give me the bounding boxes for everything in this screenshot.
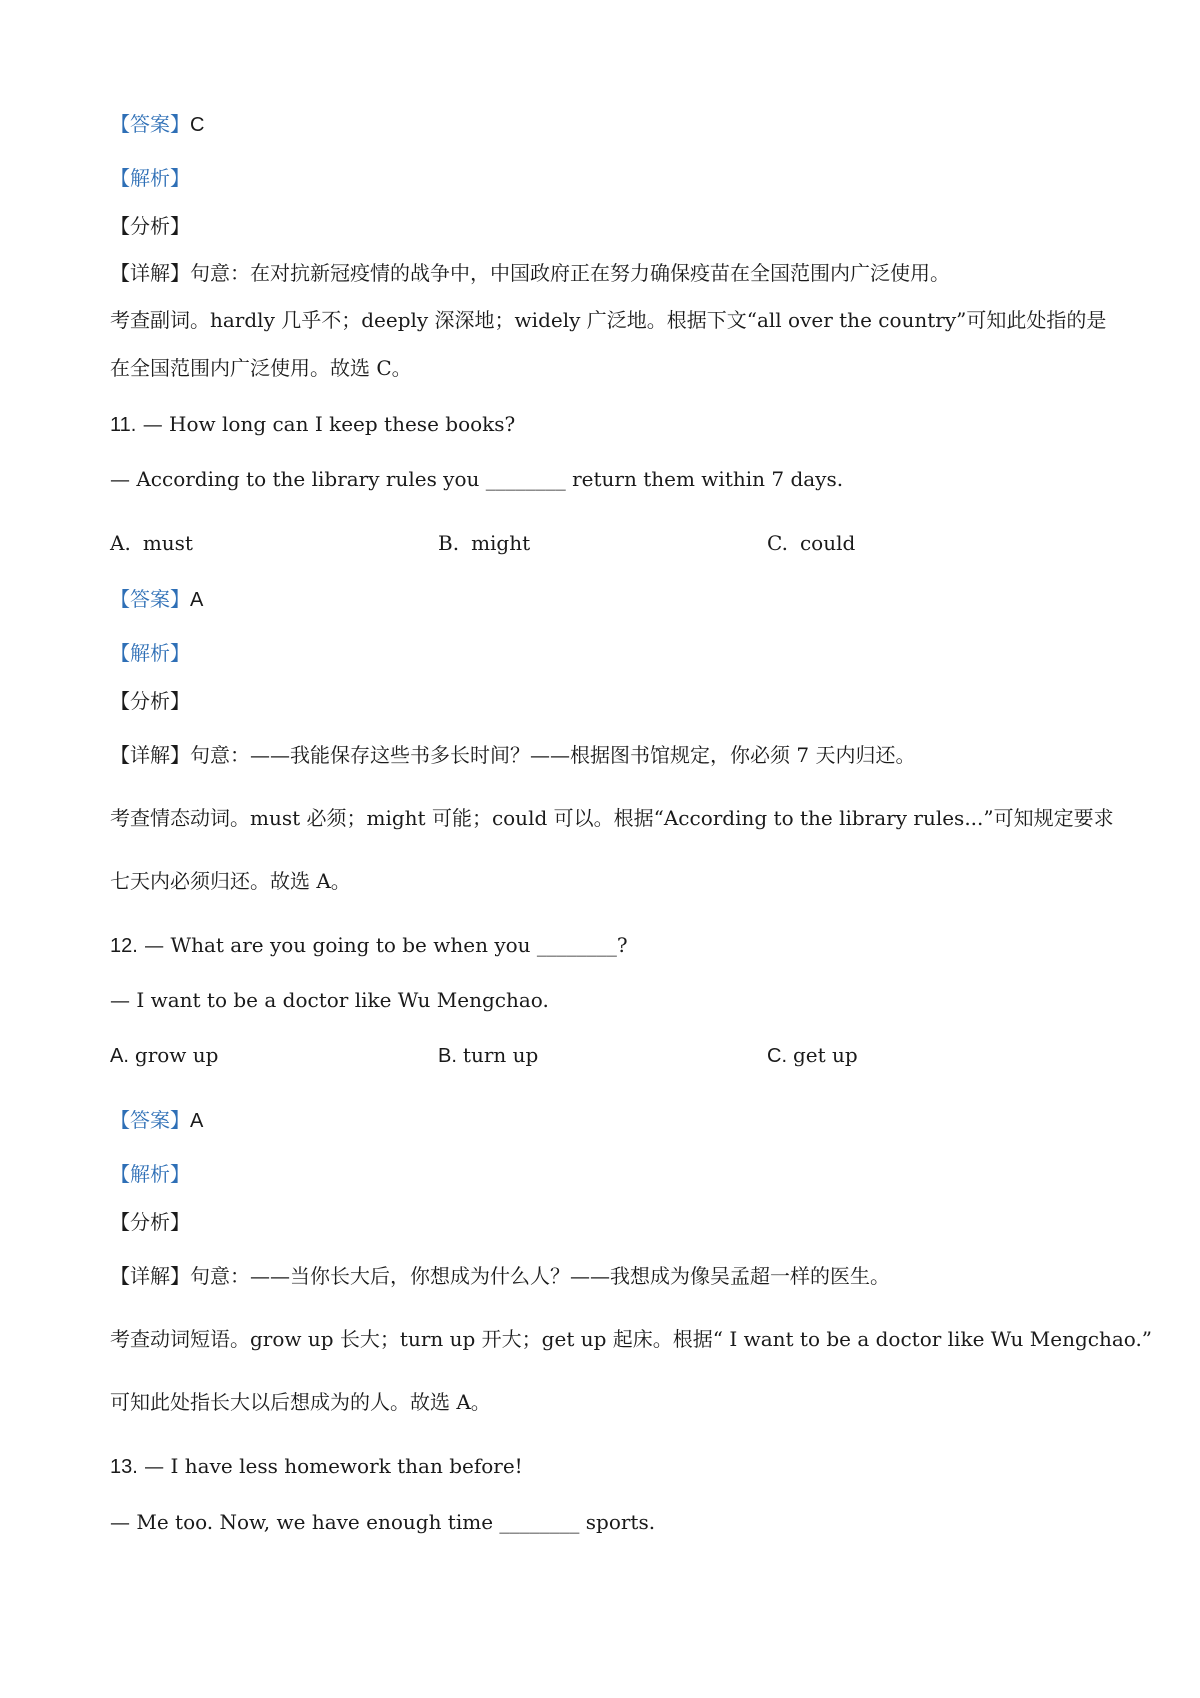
q12-option-c	[767, 1043, 858, 1068]
q12-detail-line2: 考查动词短语。grow up 长大；turn up 开大；get up 起床。根据“ I want to be a doctor like Wu Mengchao.”	[110, 1327, 1153, 1351]
q12-answer-line	[110, 1108, 203, 1133]
detail-text: 句意：——我能保存这些书多长时间？——根据图书馆规定，你必须 7 天内归还。	[190, 743, 916, 767]
q10-analysis-label: 【解析】	[110, 166, 190, 190]
option-text: turn up	[462, 1043, 539, 1067]
q11-question-line1	[110, 412, 515, 437]
q10-detail-line1	[110, 261, 950, 285]
q12-question-line2: — I want to be a doctor like Wu Mengchao.	[110, 988, 549, 1012]
option-text: get up	[793, 1043, 858, 1067]
answer-value: A	[190, 589, 204, 611]
q10-answer-line	[110, 112, 204, 137]
q12-question-line1	[110, 933, 628, 958]
q11-detail-line3: 七天内必须归还。故选 A。	[110, 869, 351, 893]
q11-question-line2: — According to the library rules you ________ return them within 7 days.	[110, 467, 844, 491]
question-text: — I have less homework than before!	[144, 1454, 523, 1478]
option-letter: B.	[438, 1045, 457, 1067]
q11-answer-line	[110, 587, 203, 612]
question-number: 12.	[110, 935, 138, 957]
detail-label: 【详解】	[110, 1264, 190, 1288]
detail-text: 句意：在对抗新冠疫情的战争中，中国政府正在努力确保疫苗在全国范围内广泛使用。	[190, 261, 950, 285]
q11-fenxi-label: 【分析】	[110, 689, 190, 713]
detail-label: 【详解】	[110, 743, 190, 767]
q12-option-a	[110, 1043, 218, 1068]
option-text: must	[142, 531, 193, 555]
answer-value: C	[190, 114, 205, 136]
detail-label: 【详解】	[110, 261, 190, 285]
option-text: might	[471, 531, 531, 555]
question-number: 11.	[110, 414, 137, 436]
q11-detail-line1	[110, 743, 915, 767]
answer-label: 【答案】	[110, 587, 190, 611]
option-letter: A.	[110, 531, 131, 555]
q11-option-b	[438, 531, 530, 555]
option-letter: B.	[438, 531, 460, 555]
q13-question-line1	[110, 1454, 523, 1479]
answer-label: 【答案】	[110, 1108, 190, 1132]
q12-analysis-label: 【解析】	[110, 1162, 190, 1186]
q12-detail-line1	[110, 1264, 890, 1288]
detail-text: 句意：——当你长大后，你想成为什么人？——我想成为像吴孟超一样的医生。	[190, 1264, 890, 1288]
q13-question-line2: — Me too. Now, we have enough time ________ sports.	[110, 1510, 656, 1534]
option-letter: A.	[110, 1045, 129, 1067]
question-number: 13.	[110, 1456, 138, 1478]
q12-option-b	[438, 1043, 538, 1068]
q11-analysis-label: 【解析】	[110, 641, 190, 665]
q10-fenxi-label: 【分析】	[110, 214, 190, 238]
question-text: — What are you going to be when you ________?	[144, 933, 628, 957]
q11-option-c	[767, 531, 855, 555]
q12-fenxi-label: 【分析】	[110, 1210, 190, 1234]
q10-detail-line3: 在全国范围内广泛使用。故选 C。	[110, 356, 412, 380]
option-text: grow up	[134, 1043, 219, 1067]
q10-detail-line2: 考查副词。hardly 几乎不；deeply 深深地；widely 广泛地。根据下文“all over the country”可知此处指的是	[110, 308, 1107, 332]
q11-option-a	[110, 531, 193, 555]
option-letter: C.	[767, 1045, 787, 1067]
option-text: could	[799, 531, 856, 555]
q12-detail-line3: 可知此处指长大以后想成为的人。故选 A。	[110, 1390, 491, 1414]
option-letter: C.	[767, 531, 788, 555]
answer-value: A	[190, 1110, 204, 1132]
question-text: — How long can I keep these books?	[142, 412, 516, 436]
answer-label: 【答案】	[110, 112, 190, 136]
q11-detail-line2: 考查情态动词。must 必须；might 可能；could 可以。根据“According to the library rules...”可知规定要求	[110, 806, 1114, 830]
